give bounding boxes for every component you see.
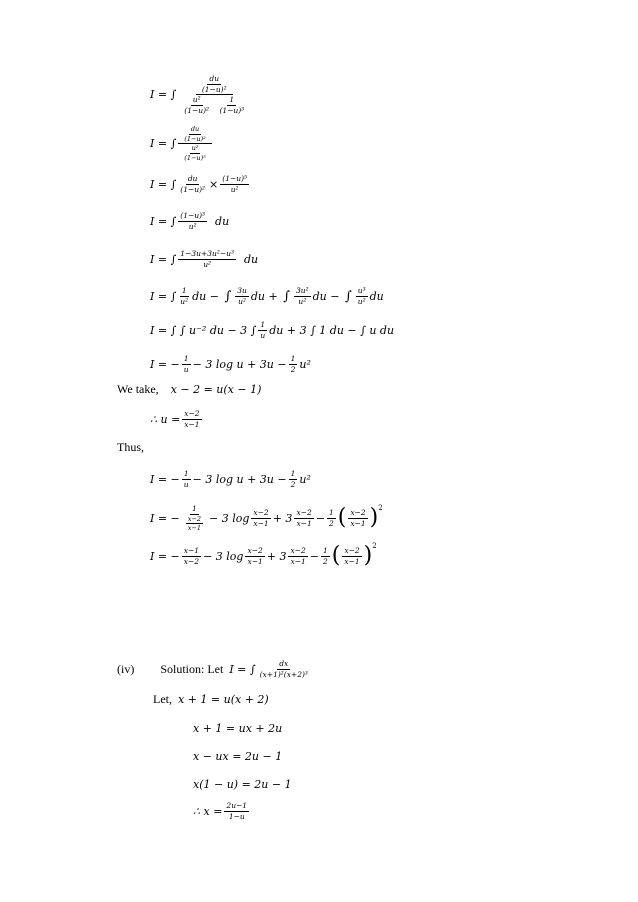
- equation-line-4: I = ∫ $\frac{\text{(1−u)³}}{\text{u²}}$ du: [150, 211, 230, 231]
- part-iv-line: (iv) Solution: Let I = ∫ $\frac{dx}{\text{(x+1)²(x+2)³}}$: [117, 659, 308, 679]
- let-line: Let, x + 1 = u(x + 2): [153, 692, 269, 706]
- let-label: Let,: [153, 692, 172, 706]
- step-line-1: x + 1 = ux + 2u: [193, 722, 283, 735]
- step-line-3: x(1 − u) = 2u − 1: [193, 778, 292, 791]
- equation-line-11: I = − $\frac{x-1}{x-2}$ − 3 log $\frac{x-2}{x-1}$ + 3 $\frac{x-2}{x-1}$ − $\frac{1}{2}$ ( $\frac{x-2}{x-1}$ ) $^2$: [150, 542, 377, 568]
- equation-line-9: I = − $\frac{1}{u}$ − 3 log u + 3u − $\frac{1}{2}$ u²: [150, 469, 311, 489]
- compound-fraction: [178, 75, 250, 114]
- equation-line-8: I = − $\frac{1}{u}$ − 3 log u + 3u − $\frac{1}{2}$ u²: [150, 354, 311, 374]
- compound-fraction: $\frac{\frac{du}{\text{(1−u)²}}}{\frac{\text{u²}}{\text{(1−u)⁵}}}$: [178, 126, 211, 161]
- step-line-4: ∴ x = $\frac{2u-1}{1-u}$: [193, 801, 248, 821]
- equation-line-6: I = ∫ $\frac{1}{\text{u²}}$ du − ∫ $\frac{3u}{\text{u²}}$ du + ∫ $\frac{\text{3u²}}{\text{u²}}$ du − ∫ $\frac{\text{u³}}{\text{u²}}$ du: [150, 286, 384, 306]
- equation-line-3: I = ∫ $\frac{du}{\text{(1−u)²}}$ × $\frac{\text{(1−u)⁵}}{\text{u²}}$: [150, 174, 248, 194]
- solution-label: Solution: Let: [160, 661, 224, 676]
- thus-label: Thus,: [117, 440, 144, 454]
- numerator: $\frac{du}{\text{(1−u)²}}$: [196, 75, 233, 95]
- equation-line-2: [150, 126, 214, 161]
- substitution-equation: x − 2 = u(x − 1): [170, 383, 262, 396]
- du-text: du: [209, 74, 220, 83]
- integral-prefix: I = ∫: [150, 88, 177, 101]
- step-line-2: x − ux = 2u − 1: [193, 750, 283, 763]
- part-iv-label: (iv): [117, 661, 135, 676]
- equation-line-5: I = ∫ $\frac{\text{1−3u+3u²−u³}}{\text{u²}}$ du: [150, 249, 259, 269]
- we-take-label: We take,: [117, 382, 159, 396]
- equation-line-10: I = − $\frac{1}{\frac{x-2}{x-1}}$ − 3 log $\frac{x-2}{x-1}$ + 3 $\frac{x-2}{x-1}$ − $\frac{1}{2}$ ( $\frac{x-2}{x-1}$ ) $^2$: [150, 504, 383, 532]
- equation-line-1: [150, 75, 252, 114]
- u-definition-line: ∴ u = $\frac{x-2}{x-1}$: [150, 409, 200, 429]
- denominator: $\frac{\text{u²}}{\text{(1−u)²}}$ $\frac{1}{\text{(1−u)³}}$: [184, 95, 245, 115]
- equation-line-7: I = ∫ ∫ u⁻² du − 3 ∫ $\frac{1}{u}$ du + 3 ∫ 1 du − ∫ u du: [150, 320, 395, 340]
- times-sign: ×: [209, 177, 219, 191]
- integral-prefix: I = ∫: [150, 137, 177, 150]
- we-take-line: [117, 382, 261, 397]
